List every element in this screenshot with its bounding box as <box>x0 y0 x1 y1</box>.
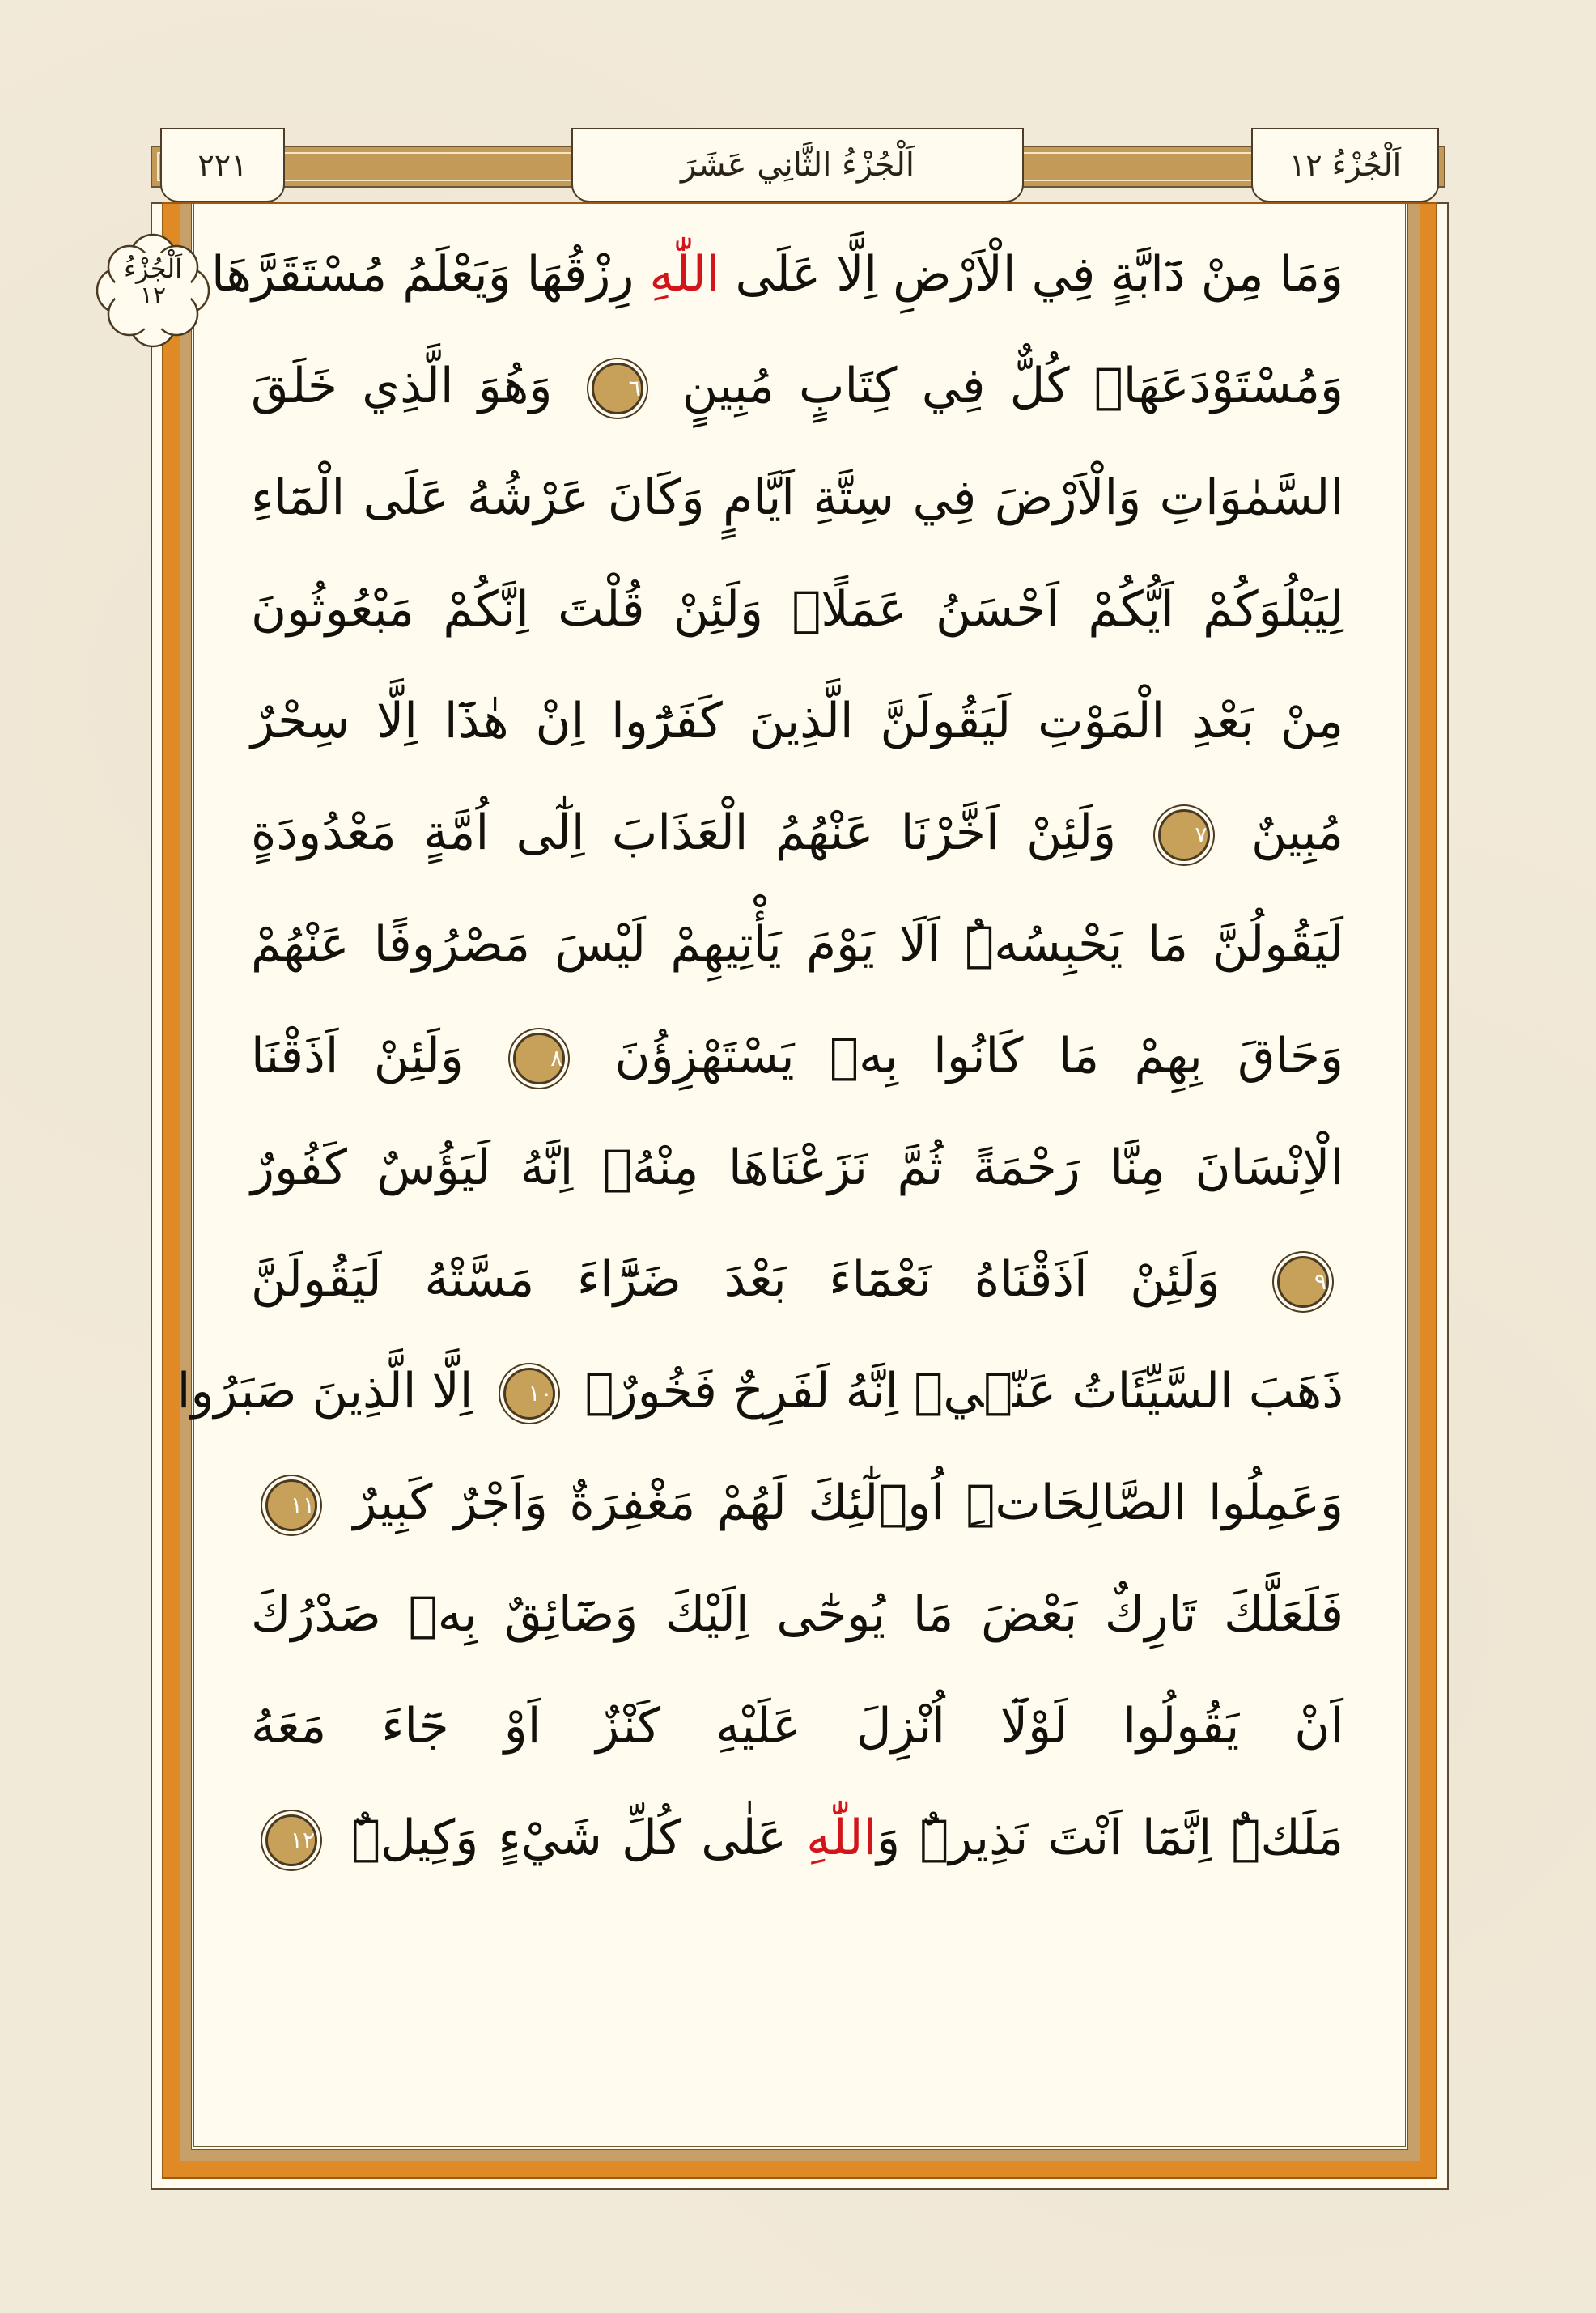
verse-text-segment: الْاِنْسَانَ مِنَّا رَحْمَةً ثُمَّ نَزَعْنَاهَا مِنْهُۚ اِنَّهُ لَيَؤُسٌ كَفُورٌ <box>251 1140 1343 1196</box>
verse-text-segment: مِنْ بَعْدِ الْمَوْتِ لَيَقُولَنَّ الَّذِينَ كَفَرُٓوا اِنْ هٰذَٓا اِلَّا سِحْرٌ <box>251 693 1343 749</box>
verse-line <box>251 1224 1343 1335</box>
verse-text-segment: فَلَعَلَّكَ تَارِكٌ بَعْضَ مَا يُوحٰٓى اِلَيْكَ وَضَٓائِقٌ بِهٖ صَدْرُكَ <box>251 1586 1343 1643</box>
verse-text <box>176 219 1343 2080</box>
verse-text-segment: وَلَئِنْ اَخَّرْنَا عَنْهُمُ الْعَذَابَ اِلٰٓى اُمَّةٍ مَعْدُودَةٍ <box>251 804 1144 861</box>
verse-line <box>251 777 1343 889</box>
verse-text-segment: ذَهَبَ السَّيِّئَاتُ عَنّ۪يۜ اِنَّهُ لَفَرِحٌ فَخُورٌۙ <box>569 1363 1343 1420</box>
ayah-number-marker: ١٢ <box>265 1814 317 1866</box>
verse-text-segment: اَنْ يَقُولُوا لَوْلَٓا اُنْزِلَ عَلَيْهِ كَنْزٌ اَوْ جَٓاءَ مَعَهُ <box>251 1698 1343 1755</box>
verse-text-segment: عَلٰى كُلِّ شَيْءٍ وَكِيلٌۜ <box>332 1810 807 1866</box>
verse-text-segment: رِزْقُهَا وَيَعْلَمُ مُسْتَقَرَّهَا <box>211 246 650 303</box>
verse-line <box>251 1000 1343 1112</box>
ayah-number-marker: ١١ <box>265 1479 317 1531</box>
verse-text-segment: وَهُوَ الَّذِي خَلَقَ <box>251 358 577 414</box>
verse-text-segment: وَحَاقَ بِهِمْ مَا كَانُوا بِهٖ يَسْتَهْزِؤُنَ <box>579 1028 1343 1084</box>
medallion-word: اَلْجُزْءُ <box>124 253 182 284</box>
medallion-number: ١٢ <box>139 281 167 310</box>
verse-text-segment: وَعَمِلُوا الصَّالِحَاتِۜ اُو۬لٰٓئِكَ لَهُمْ مَغْفِرَةٌ وَاَجْرٌ كَبِيرٌ <box>332 1475 1343 1531</box>
verse-text-segment: وَمَا مِنْ دَٓابَّةٍ فِي الْاَرْضِ اِلَّا عَلَى <box>719 246 1343 303</box>
verse-line <box>251 1112 1343 1224</box>
verse-text-segment: وَمُسْتَوْدَعَهَاۜ كُلٌّ فِي كِتَابٍ مُبِينٍ <box>657 358 1343 414</box>
verse-line <box>251 1559 1343 1670</box>
verse-text-segment: وَلَئِنْ اَذَقْنَاهُ نَعْمَٓاءَ بَعْدَ ضَرَّٓاءَ مَسَّتْهُ لَيَقُولَنَّ <box>251 1251 1263 1308</box>
juz-medallion <box>96 233 210 348</box>
ayah-number-marker: ٨ <box>513 1033 565 1084</box>
verse-text-segment: اِلَّا الَّذِينَ صَبَرُوا <box>176 1363 489 1420</box>
ayah-number-marker: ٦ <box>592 363 643 414</box>
verse-line <box>251 665 1343 777</box>
verse-text-segment: لَيَقُولُنَّ مَا يَحْبِسُهُۜ اَلَا يَوْمَ يَأْتِيهِمْ لَيْسَ مَصْرُوفًا عَنْهُمْ <box>251 916 1343 973</box>
verse-line <box>251 889 1343 1000</box>
verse-text-segment: السَّمٰوَاتِ وَالْاَرْضَ فِي سِتَّةِ اَيَّامٍ وَكَانَ عَرْشُهُ عَلَى الْمَٓاءِ <box>251 469 1343 526</box>
verse-line <box>251 330 1343 442</box>
page-header <box>151 128 1445 202</box>
divine-name: اللّٰهِ <box>649 246 720 303</box>
verse-line <box>251 1782 1343 1894</box>
page-number: ٢٢١ <box>160 128 285 202</box>
verse-line <box>251 442 1343 554</box>
ayah-number-marker: ١٠ <box>503 1368 555 1420</box>
verse-line <box>251 554 1343 665</box>
verse-line <box>176 1335 1343 1447</box>
verse-line <box>251 1447 1343 1559</box>
verse-text-segment: مَلَكٌۜ اِنَّمَٓا اَنْتَ نَذِيرٌۜ وَ <box>877 1810 1343 1866</box>
verse-text-segment: وَلَئِنْ اَذَقْنَا <box>251 1028 499 1084</box>
ayah-number-marker: ٧ <box>1158 809 1210 861</box>
verse-line <box>251 1670 1343 1782</box>
verse-text-segment: لِيَبْلُوَكُمْ اَيُّكُمْ اَحْسَنُ عَمَلًاۜ وَلَئِنْ قُلْتَ اِنَّكُمْ مَبْعُوثُونَ <box>251 581 1343 638</box>
verse-line <box>211 219 1343 330</box>
juz-label: اَلْجُزْءُ ١٢ <box>1251 128 1439 202</box>
ayah-number-marker: ٩ <box>1277 1256 1329 1308</box>
verse-text-segment: مُبِينٌ <box>1224 804 1343 861</box>
juz-title: اَلْجُزْءُ الثَّانِي عَشَرَ <box>571 128 1024 202</box>
divine-name: اللّٰهِ <box>806 1810 877 1866</box>
